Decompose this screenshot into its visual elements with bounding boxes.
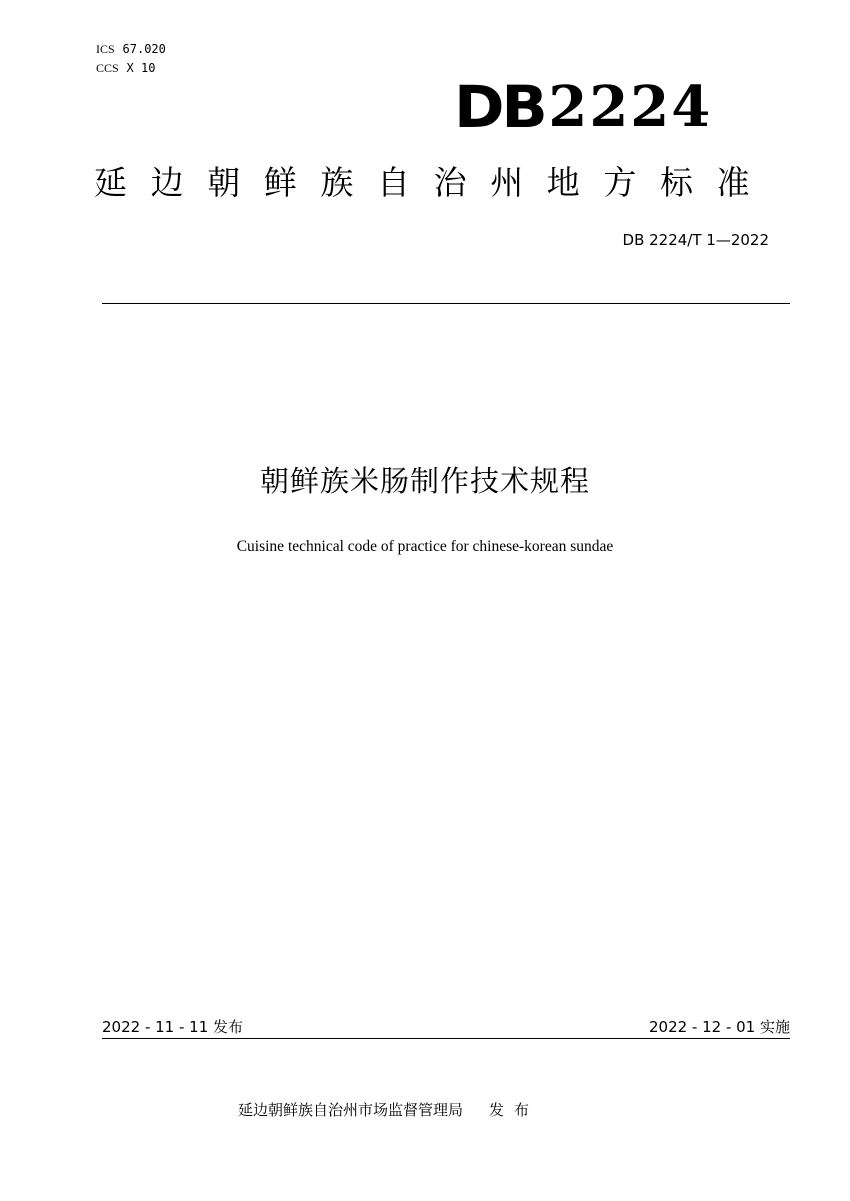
ics-line bbox=[96, 40, 166, 59]
ccs-line bbox=[96, 59, 166, 78]
issuer-line bbox=[238, 1099, 539, 1120]
ics-value: 67.020 bbox=[122, 42, 166, 56]
issuer-name: 延边朝鲜族自治州市场监督管理局 bbox=[238, 1101, 464, 1119]
ccs-value: X 10 bbox=[126, 61, 156, 75]
standard-type-title: 延边朝鲜族自治州地方标准 bbox=[94, 163, 774, 202]
issue-date: 2022 - 11 - 11 发布 bbox=[102, 1018, 244, 1036]
issuer-action: 发布 bbox=[489, 1101, 540, 1119]
ccs-label: CCS bbox=[96, 61, 119, 75]
db-logo bbox=[454, 73, 713, 141]
classification-block bbox=[96, 40, 166, 78]
db-logo-number: 2224 bbox=[548, 74, 713, 140]
document-subtitle: Cuisine technical code of practice for chinese-korean sundae bbox=[236, 538, 614, 555]
effective-date: 2022 - 12 - 01 实施 bbox=[648, 1018, 790, 1036]
db-logo-letters: DB bbox=[454, 73, 545, 141]
top-divider bbox=[102, 303, 790, 304]
ics-label: ICS bbox=[96, 42, 115, 56]
standard-code: DB 2224/T 1—2022 bbox=[622, 231, 769, 249]
document-title: 朝鲜族米肠制作技术规程 bbox=[259, 464, 590, 498]
bottom-divider bbox=[102, 1038, 790, 1039]
